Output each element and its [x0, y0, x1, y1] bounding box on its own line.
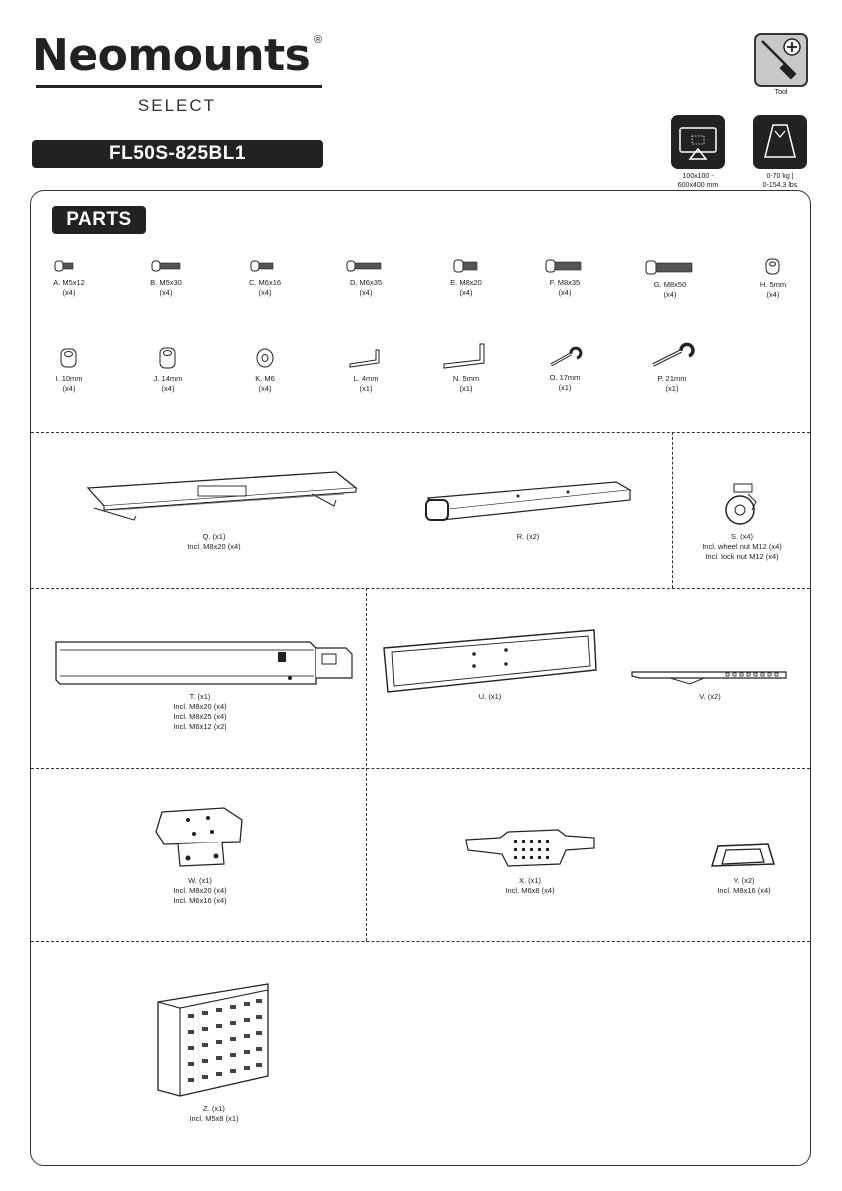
part-t-label: T. (x1) Incl. M8x20 (x4) Incl. M8x25 (x4) Incl. M6x12 (x2)	[173, 692, 227, 731]
part-q-label: Q. (x1) Incl. M8x20 (x4)	[187, 532, 241, 551]
vesa-screen-icon	[671, 115, 725, 169]
rail-bracket-illustration	[630, 668, 790, 688]
cable-box-illustration	[152, 980, 276, 1102]
hardware-item-d: D. M6x35 (x4)	[316, 258, 416, 298]
tilt-bracket-illustration	[150, 806, 246, 872]
hardware-item-j: J. 14mm (x4)	[118, 346, 218, 394]
caster-wheel-illustration	[722, 480, 762, 528]
part-u-label: U. (x1)	[478, 692, 502, 701]
part-x-label: X. (x1) Incl. M6x8 (x4)	[505, 876, 555, 895]
spacer-icon	[156, 346, 180, 370]
brand-logo	[32, 28, 332, 115]
hardware-item-f: F. M8x35 (x4)	[515, 258, 615, 298]
sub-brand: SELECT	[137, 96, 217, 115]
section-divider	[31, 768, 810, 769]
hardware-item-a: A. M5x12 (x4)	[19, 258, 119, 298]
screw-icon	[542, 258, 588, 274]
section-divider	[672, 432, 673, 588]
washer-icon	[763, 256, 783, 276]
part-w-label: W. (x1) Incl. M8x20 (x4) Incl. M6x16 (x4)	[173, 876, 227, 905]
screw-icon	[446, 258, 486, 274]
weight-icon	[753, 115, 807, 169]
telescopic-column-illustration	[54, 636, 356, 690]
washer-icon	[253, 346, 277, 370]
parts-title: PARTS	[52, 206, 146, 234]
mounting-bar-illustration	[382, 626, 600, 694]
part-r-label: R. (x2)	[516, 532, 540, 541]
hardware-item-e: E. M8x20 (x4)	[416, 258, 516, 298]
section-divider	[366, 588, 367, 941]
part-v-label: V. (x2)	[699, 692, 721, 701]
section-divider	[31, 941, 810, 942]
screw-icon	[146, 258, 186, 274]
hardware-item-n: N. 5mm (x1)	[416, 340, 516, 394]
section-divider	[31, 588, 810, 589]
weight-spec: 0-70 kg | 0-154.3 lbs	[762, 173, 798, 189]
hardware-item-l: L. 4mm (x1)	[316, 346, 416, 394]
clamp-bracket-illustration	[708, 840, 778, 870]
connection-plate-illustration	[462, 828, 598, 870]
column-tube-illustration	[418, 474, 638, 528]
hardware-item-b: B. M5x30 (x4)	[116, 258, 216, 298]
hardware-item-h: H. 5mm (x4)	[723, 256, 823, 300]
part-y-label: Y. (x2) Incl. M8x16 (x4)	[717, 876, 771, 895]
hex-key-icon	[344, 346, 388, 370]
hardware-item-g: G. M8x50 (x4)	[620, 258, 720, 300]
vesa-spec: 100x100 - 600x400 mm	[677, 173, 719, 189]
hardware-item-p: P. 21mm (x1)	[622, 340, 722, 394]
hardware-item-i: I. 10mm (x4)	[19, 346, 119, 394]
screw-icon	[245, 258, 285, 274]
brand-name: Neomounts	[32, 30, 311, 81]
wrench-icon	[647, 340, 697, 370]
screw-icon	[642, 258, 698, 276]
logo-underline	[36, 85, 322, 88]
part-s-label: S. (x4) Incl. wheel nut M12 (x4) Incl. lock nut M12 (x4)	[702, 532, 782, 561]
hardware-item-o: O. 17mm (x1)	[515, 345, 615, 393]
spacer-icon	[57, 346, 81, 370]
hardware-item-k: K. M6 (x4)	[215, 346, 315, 394]
model-number: FL50S-825BL1	[32, 140, 323, 168]
part-z-label: Z. (x1) Incl. M5x8 (x1)	[189, 1104, 239, 1123]
hex-key-icon	[440, 340, 492, 370]
screwdriver-icon	[754, 33, 808, 87]
registered-mark: ®	[314, 34, 323, 46]
hardware-item-c: C. M6x16 (x4)	[215, 258, 315, 298]
section-divider	[31, 432, 810, 433]
screw-icon	[343, 258, 389, 274]
wrench-icon	[545, 345, 585, 369]
base-plate-illustration	[84, 466, 364, 528]
screw-icon	[49, 258, 89, 274]
tool-label: Tool	[774, 89, 788, 96]
